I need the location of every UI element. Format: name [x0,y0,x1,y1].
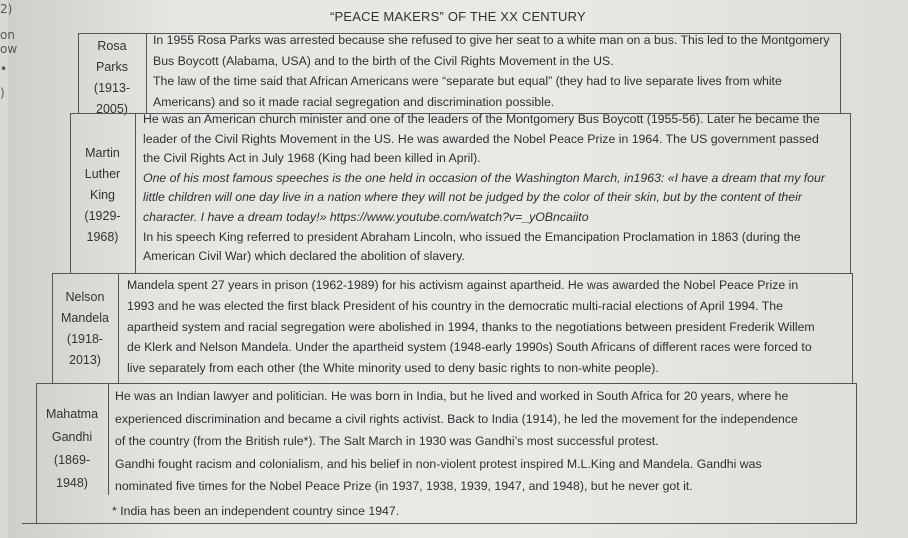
table-border [850,113,851,273]
youtube-link[interactable]: character. I have a dream today!» https://www.youtube.com/watch?v=_yOBncaiito [143,209,589,224]
footnote: * India has been an independent country since 1947. [112,504,400,518]
column-divider [146,33,147,113]
person-name-nelson-mandela: Nelson Mandela (1918- 2013) [61,290,109,367]
edge-glyph: • [0,62,8,76]
person-name-martin-luther-king: Martin Luther King (1929- 1968) [84,146,121,244]
person-bio-nelson-mandela: Mandela spent 27 years in prison (1962-1989) for his activism against apartheid. He was awarded the Nobel Peace Prize in 1993 and he was elected the first black President of his country in the democratic multi-racial elections of April 1994. The apartheid system and racial segregation were abolished in 1994, thanks to the negotiations between president Frederik Willem de Klerk and Nelson Mandela. Under the apartheid system (1948-early 1990s) South Africans of different races were forced to live separately from each other (the White minority used to deny basic rights to non-white people). [127,278,815,376]
column-divider [118,273,119,383]
column-divider [135,113,136,273]
edge-glyph: ) [0,86,5,100]
edge-glyph: ow [0,42,18,56]
table-border [22,523,857,524]
column-divider [108,383,109,495]
person-name-rosa-parks: Rosa Parks (1913- 2005) [93,39,131,116]
person-bio-rosa-parks: In 1955 Rosa Parks was arrested because she refused to give her seat to a white man on a bus. This led to the Montgomery Bus Boycott (Alabama, USA) and to the birth of the Civil Rights Movement in the US. The law of the time said that African Americans were “separate but equal” (they had to live separate lives from white Americans) and so it made racial segregation and discrimination possible. [153,33,830,109]
table-border [856,383,857,523]
edge-glyph: on [0,28,15,42]
table-border [852,273,853,383]
page-title: “PEACE MAKERS” OF THE XX CENTURY [330,9,586,24]
edge-glyph: 2) [0,2,13,16]
person-bio-mahatma-gandhi: He was an Indian lawyer and politician. He was born in India, but he lived and worked in South Africa for 20 years, where he experienced discrimination and became a civil rights activist. Back to India (1914), he led the movement for the independence of the country (from the British rule*). The Salt March in 1930 was Gandhi’s most successful protest. Gandhi fought racism and colonialism, and his belief in non-violent protest inspired M.L.King and Mandela. Gandhi was nominated five times for the Nobel Peace Prize (in 1937, 1938, 1939, 1947, and 1948), but he never got it. [115,389,798,493]
person-bio-martin-luther-king: He was an American church minister and one of the leaders of the Montgomery Bus Boycott (1955-56). Later he became the leader of the Civil Rights Movement in the US. He was awarded the Nobel Peace Prize in 1964. The US government passed the Civil Rights Act in July 1968 (King had been killed in April). One of his most famous speeches is the one held in occasion of the Washington March, in1963: «I have a dream that my four little children will one day live in a nation where they will not be judged by the color of their skin, but by the content of their character. I have a dream today!» https://www.youtube.com/watch?v=_yOBncaiito In his speech King referred to president Abraham Lincoln, who issued the Emancipation Proclamation in 1863 (during the American Civil War) which declared the abolition of slavery. [143,112,825,264]
person-name-mahatma-gandhi: Mahatma Gandhi (1869- 1948) [45,407,99,490]
table-border [840,33,841,113]
